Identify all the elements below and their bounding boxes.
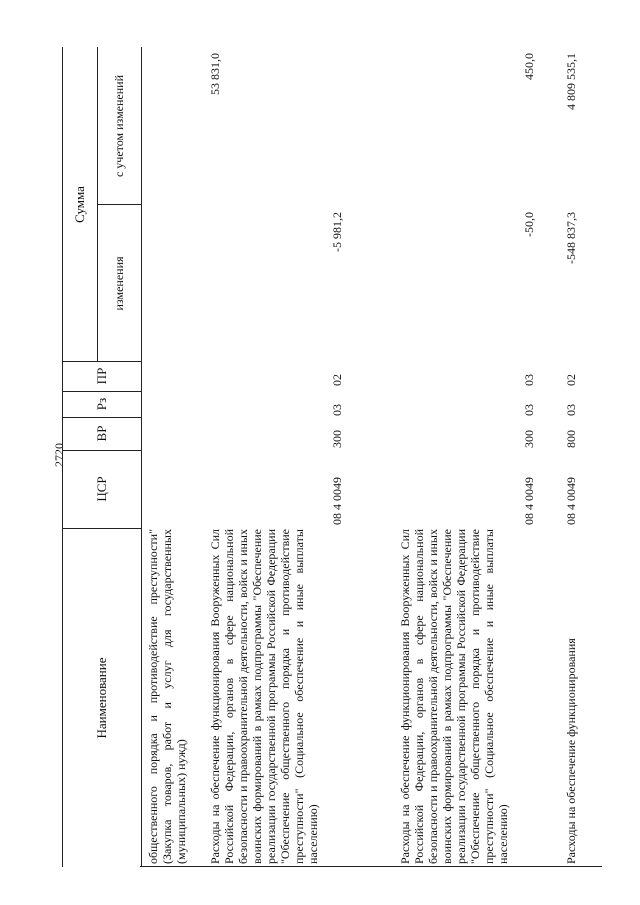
header-csr: ЦСР <box>63 450 141 529</box>
header-with-changes: с учетом изменений <box>111 74 126 178</box>
row-rz: 03 <box>330 404 344 416</box>
row-csr: 08 4 0049 <box>330 477 344 525</box>
row-name: Расходы на обеспечение функционирования Вооруженных Сил Российской Федерации, органов в сфере национальной безопасности и правоохранительной деятельности, войск и иных воинских формирований в рамках подпрограммы "Обеспечение реализации государственной программы Российской Федерации "Обеспечение общественного порядка и противодействие преступности" (Социальное обеспечение и иные выплаты населению) <box>398 529 510 864</box>
header-rz: Рз <box>63 391 141 418</box>
row-pr: 02 <box>564 374 578 386</box>
row-vr: 800 <box>564 430 578 448</box>
row-change: -50,0 <box>522 212 536 237</box>
row-csr: 08 4 0049 <box>522 477 536 525</box>
header-change: изменения <box>97 204 141 362</box>
header-pr: ПР <box>63 361 141 392</box>
row-change: -5 981,2 <box>330 212 344 252</box>
row-rz: 03 <box>522 404 536 416</box>
row-vr: 300 <box>330 430 344 448</box>
page-number: 2720 <box>52 443 66 467</box>
row-total: 4 809 535,1 <box>564 53 578 110</box>
row-pr: 03 <box>522 374 536 386</box>
budget-table <box>62 47 602 867</box>
header-name: Наименование <box>94 657 109 739</box>
row-vr: 300 <box>522 430 536 448</box>
row-name: Расходы на обеспечение функционирования Вооруженных Сил Российской Федерации, органов в сфере национальной безопасности и правоохранительной деятельности, войск и иных воинских формирований в рамках подпрограммы "Обеспечение реализации государственной программы Российской Федерации "Обеспечение общественного порядка и противодействие преступности" (Социальное обеспечение и иные выплаты населению) <box>208 529 320 864</box>
header-sum: Сумма <box>63 47 98 362</box>
row-change: -548 837,3 <box>564 212 578 264</box>
row-total: 53 831,0 <box>208 53 222 95</box>
row-name: общественного порядка и противодействие преступности" (Закупка товаров, работ и услуг для государственных (муниципальных) нужд) <box>146 529 188 864</box>
row-total: 450,0 <box>522 53 536 80</box>
row-pr: 02 <box>330 374 344 386</box>
row-name: Расходы на обеспечение функционирования <box>564 638 578 864</box>
table-header <box>62 47 142 867</box>
row-csr: 08 4 0049 <box>564 477 578 525</box>
header-vr: ВР <box>63 417 141 451</box>
row-rz: 03 <box>564 404 578 416</box>
